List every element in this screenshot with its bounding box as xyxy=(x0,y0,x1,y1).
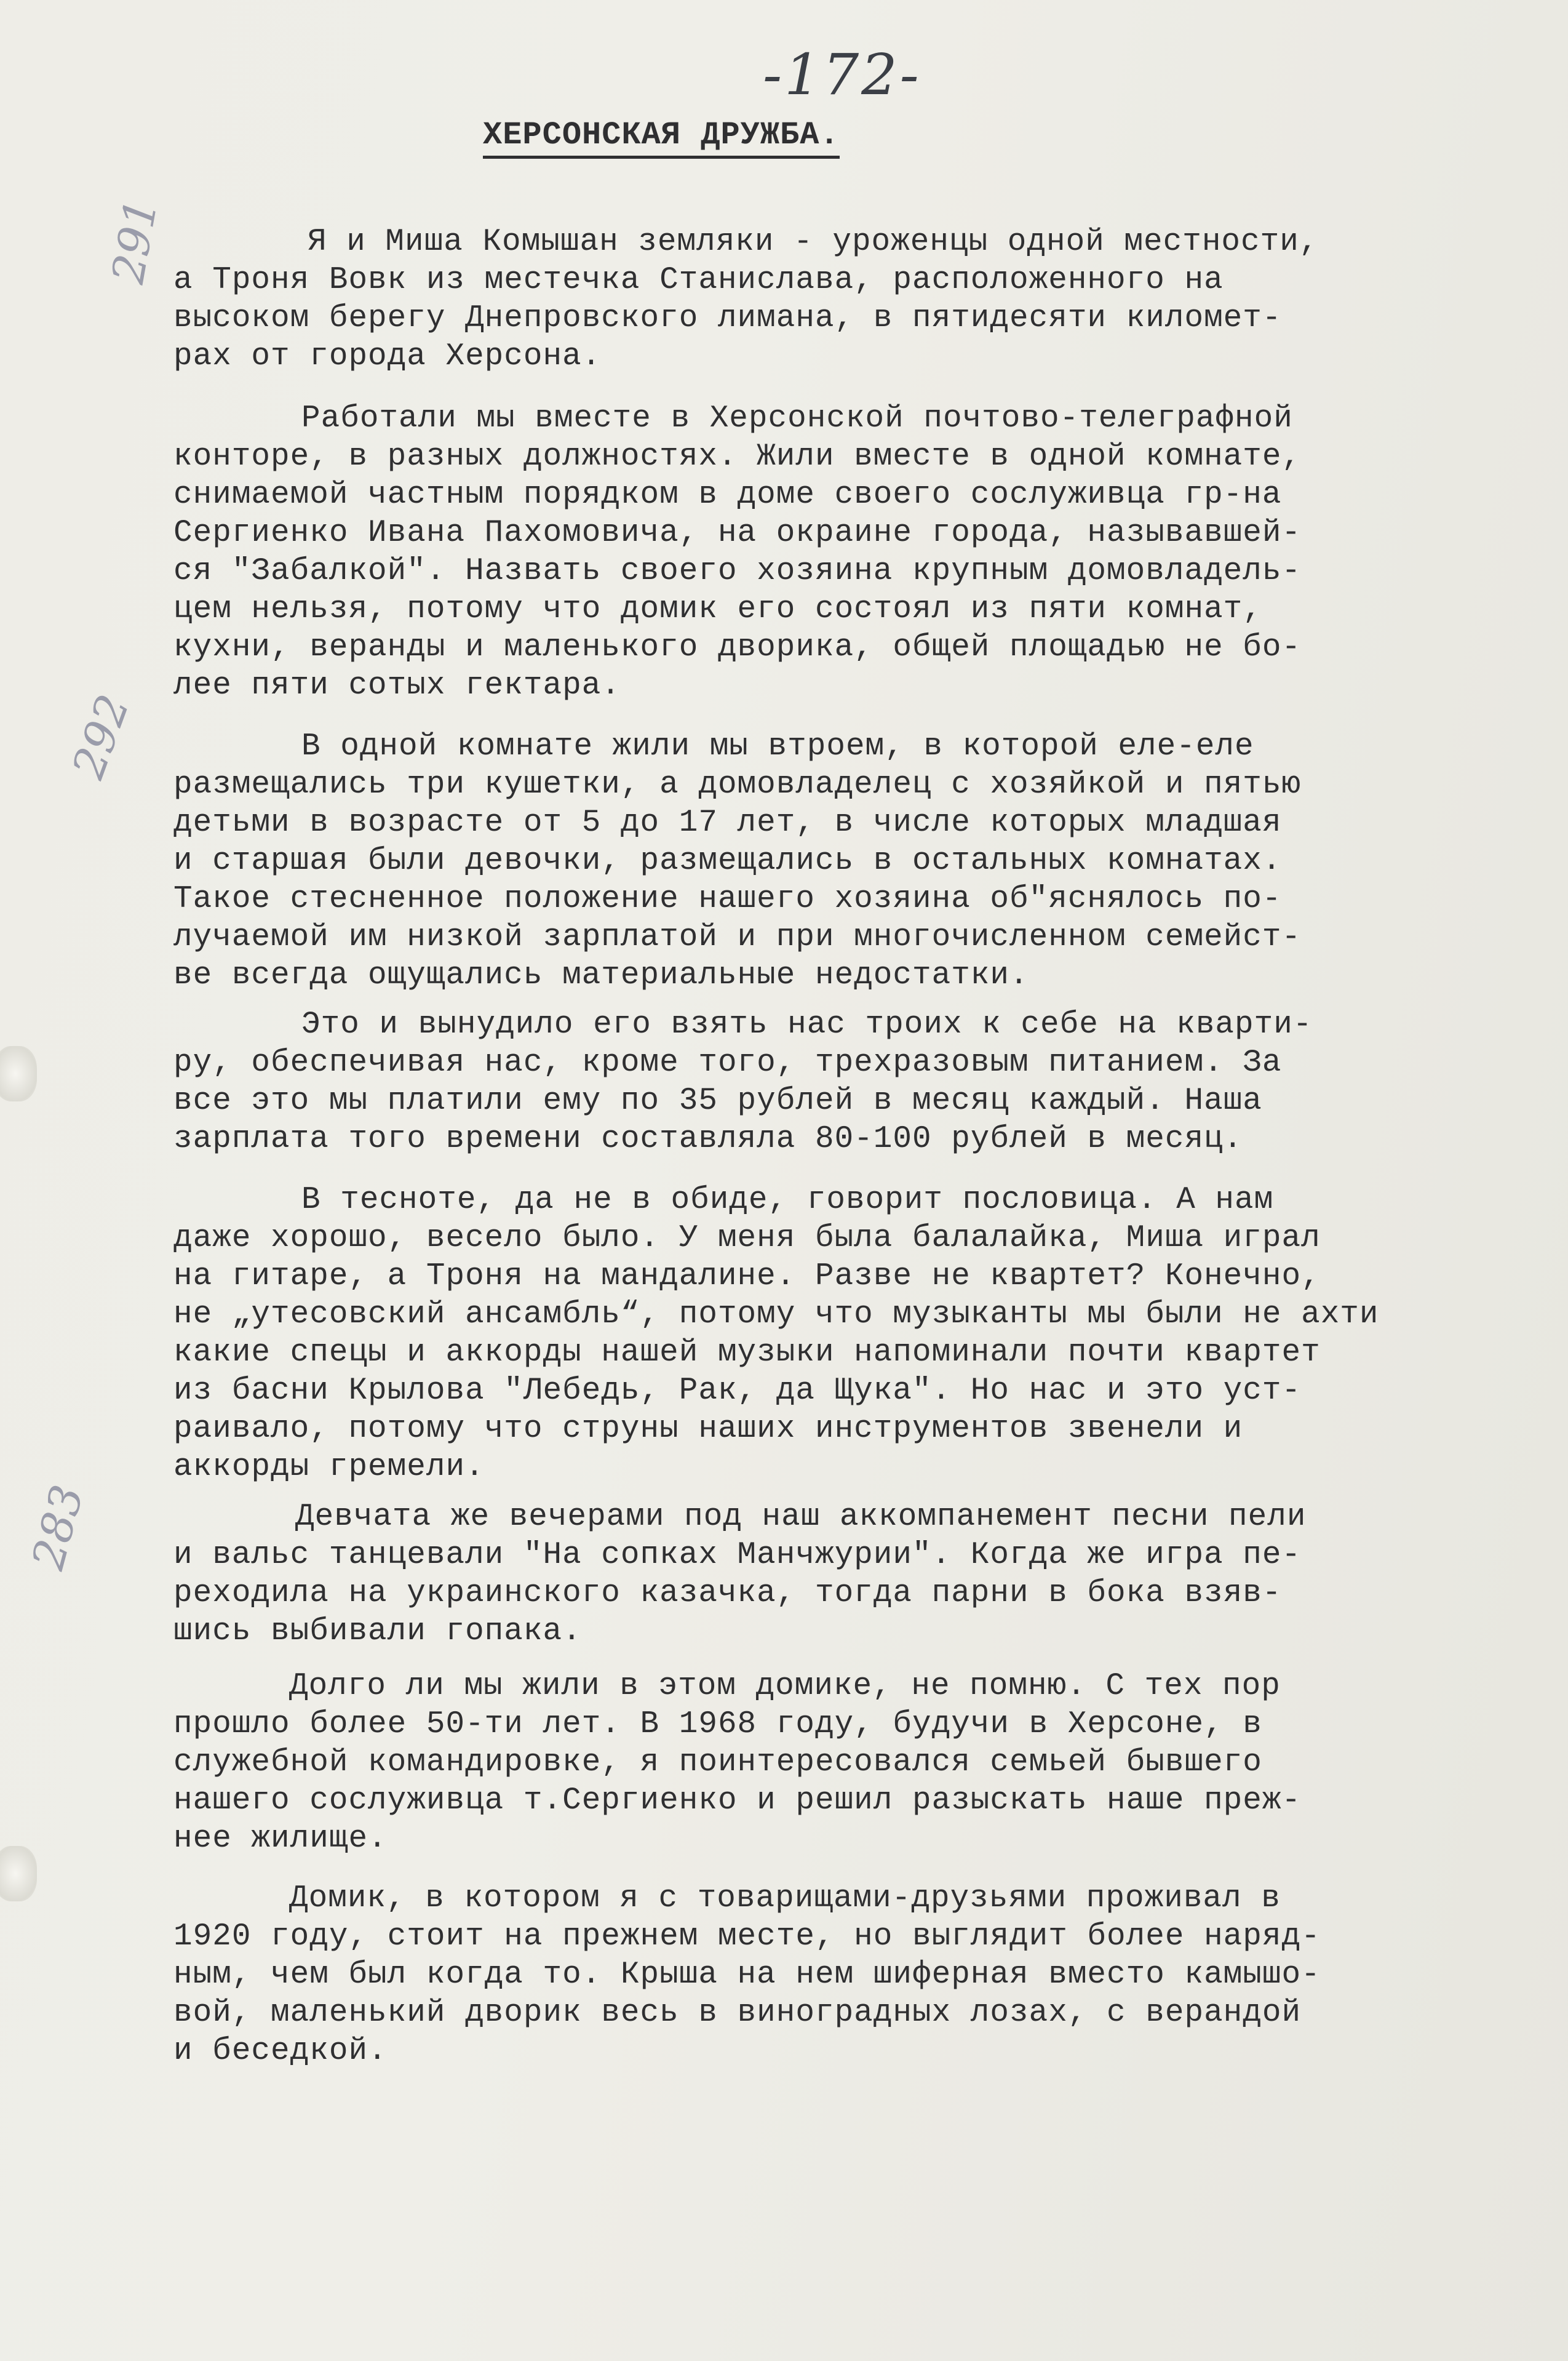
margin-note-archive-number: 292 xyxy=(62,688,140,785)
text-line: все это мы платили ему по 35 рублей в месяц каждый. Наша xyxy=(173,1084,1262,1119)
text-line: снимаемой частным порядком в доме своего сослуживца гр-на xyxy=(173,477,1282,513)
text-line: шись выбивали гопака. xyxy=(173,1614,582,1649)
text-line: Я и Миша Комышан земляки - уроженцы одной местности, xyxy=(308,225,1319,260)
text-line: лучаемой им низкой зарплатой и при многочисленном семейст- xyxy=(173,920,1302,955)
margin-note-archive-number: 291 xyxy=(101,195,168,287)
text-line: Сергиенко Ивана Пахомовича, на окраине города, называвшей- xyxy=(173,516,1302,551)
text-line: Девчата же вечерами под наш аккомпанемент песни пели xyxy=(295,1500,1307,1535)
text-line: раивало, потому что струны наших инструментов звенели и xyxy=(173,1412,1243,1447)
text-line: рах от города Херсона. xyxy=(173,339,602,374)
text-line: ным, чем был когда то. Крыша на нем шиферная вместо камышо- xyxy=(173,1957,1321,1992)
text-line: и беседкой. xyxy=(173,2034,388,2069)
punch-hole xyxy=(0,1046,37,1101)
text-line: ру, обеспечивая нас, кроме того, трехразовым питанием. За xyxy=(173,1045,1282,1081)
text-line: Долго ли мы жили в этом домике, не помню. С тех пор xyxy=(289,1669,1281,1704)
text-line: из басни Крылова "Лебедь, Рак, да Щука". Но нас и это уст- xyxy=(173,1373,1302,1408)
text-line: служебной командировке, я поинтересовался семьей бывшего xyxy=(173,1745,1262,1780)
text-line: прошло более 50-ти лет. В 1968 году, будучи в Херсоне, в xyxy=(173,1707,1262,1742)
text-line: размещались три кушетки, а домовладелец с хозяйкой и пятью xyxy=(173,767,1302,802)
text-line: на гитаре, а Троня на мандалине. Разве не квартет? Конечно, xyxy=(173,1259,1321,1294)
text-line: нашего сослуживца т.Сергиенко и решил разыскать наше преж- xyxy=(173,1783,1302,1818)
text-line: 1920 году, стоит на прежнем месте, но выглядит более наряд- xyxy=(173,1919,1321,1954)
text-line: Работали мы вместе в Херсонской почтово-телеграфной xyxy=(301,401,1293,436)
text-line: аккорды гремели. xyxy=(173,1450,485,1485)
text-line: Это и вынудило его взять нас троих к себе на кварти- xyxy=(301,1007,1313,1042)
text-line: даже хорошо, весело было. У меня была балалайка, Миша играл xyxy=(173,1221,1321,1256)
text-line: нее жилище. xyxy=(173,1821,388,1856)
text-line: ся "Забалкой". Назвать своего хозяина крупным домовладель- xyxy=(173,554,1302,589)
text-line: высоком берегу Днепровского лимана, в пятидесяти километ- xyxy=(173,301,1282,336)
text-line: детьми в возрасте от 5 до 17 лет, в числе которых младшая xyxy=(173,805,1282,841)
text-line: зарплата того времени составляла 80-100 рублей в месяц. xyxy=(173,1122,1243,1157)
text-line: В тесноте, да не в обиде, говорит пословица. А нам xyxy=(301,1183,1274,1218)
text-line: реходила на украинского казачка, тогда парни в бока взяв- xyxy=(173,1576,1282,1611)
text-line: и вальс танцевали "На сопках Манчжурии". Когда же игра пе- xyxy=(173,1538,1302,1573)
page-number: -172- xyxy=(763,42,921,108)
text-line: цем нельзя, потому что домик его состоял из пяти комнат, xyxy=(173,592,1262,627)
text-line: конторе, в разных должностях. Жили вместе в одной комнате, xyxy=(173,439,1302,474)
text-line: Домик, в котором я с товарищами-друзьями проживал в xyxy=(289,1881,1281,1916)
text-line: лее пяти сотых гектара. xyxy=(173,668,621,703)
text-line: а Троня Вовк из местечка Станислава, расположенного на xyxy=(173,263,1224,298)
text-line: Такое стесненное положение нашего хозяина об"яснялось по- xyxy=(173,882,1282,917)
text-line: кухни, веранды и маленького дворика, общей площадью не бо- xyxy=(173,630,1302,665)
text-line: ве всегда ощущались материальные недостатки. xyxy=(173,958,1029,993)
text-line: какие спецы и аккорды нашей музыки напоминали почти квартет xyxy=(173,1335,1321,1370)
text-line: В одной комнате жили мы втроем, в которой еле-еле xyxy=(301,729,1254,764)
document-title: ХЕРСОНСКАЯ ДРУЖБА. xyxy=(483,117,840,159)
text-line: не „утесовский ансамбль“, потому что музыканты мы были не ахти xyxy=(173,1297,1379,1332)
punch-hole xyxy=(0,1846,37,1901)
margin-note-archive-number: 283 xyxy=(22,1479,94,1575)
text-line: вой, маленький дворик весь в виноградных лозах, с верандой xyxy=(173,1995,1302,2031)
text-line: и старшая были девочки, размещались в остальных комнатах. xyxy=(173,844,1282,879)
